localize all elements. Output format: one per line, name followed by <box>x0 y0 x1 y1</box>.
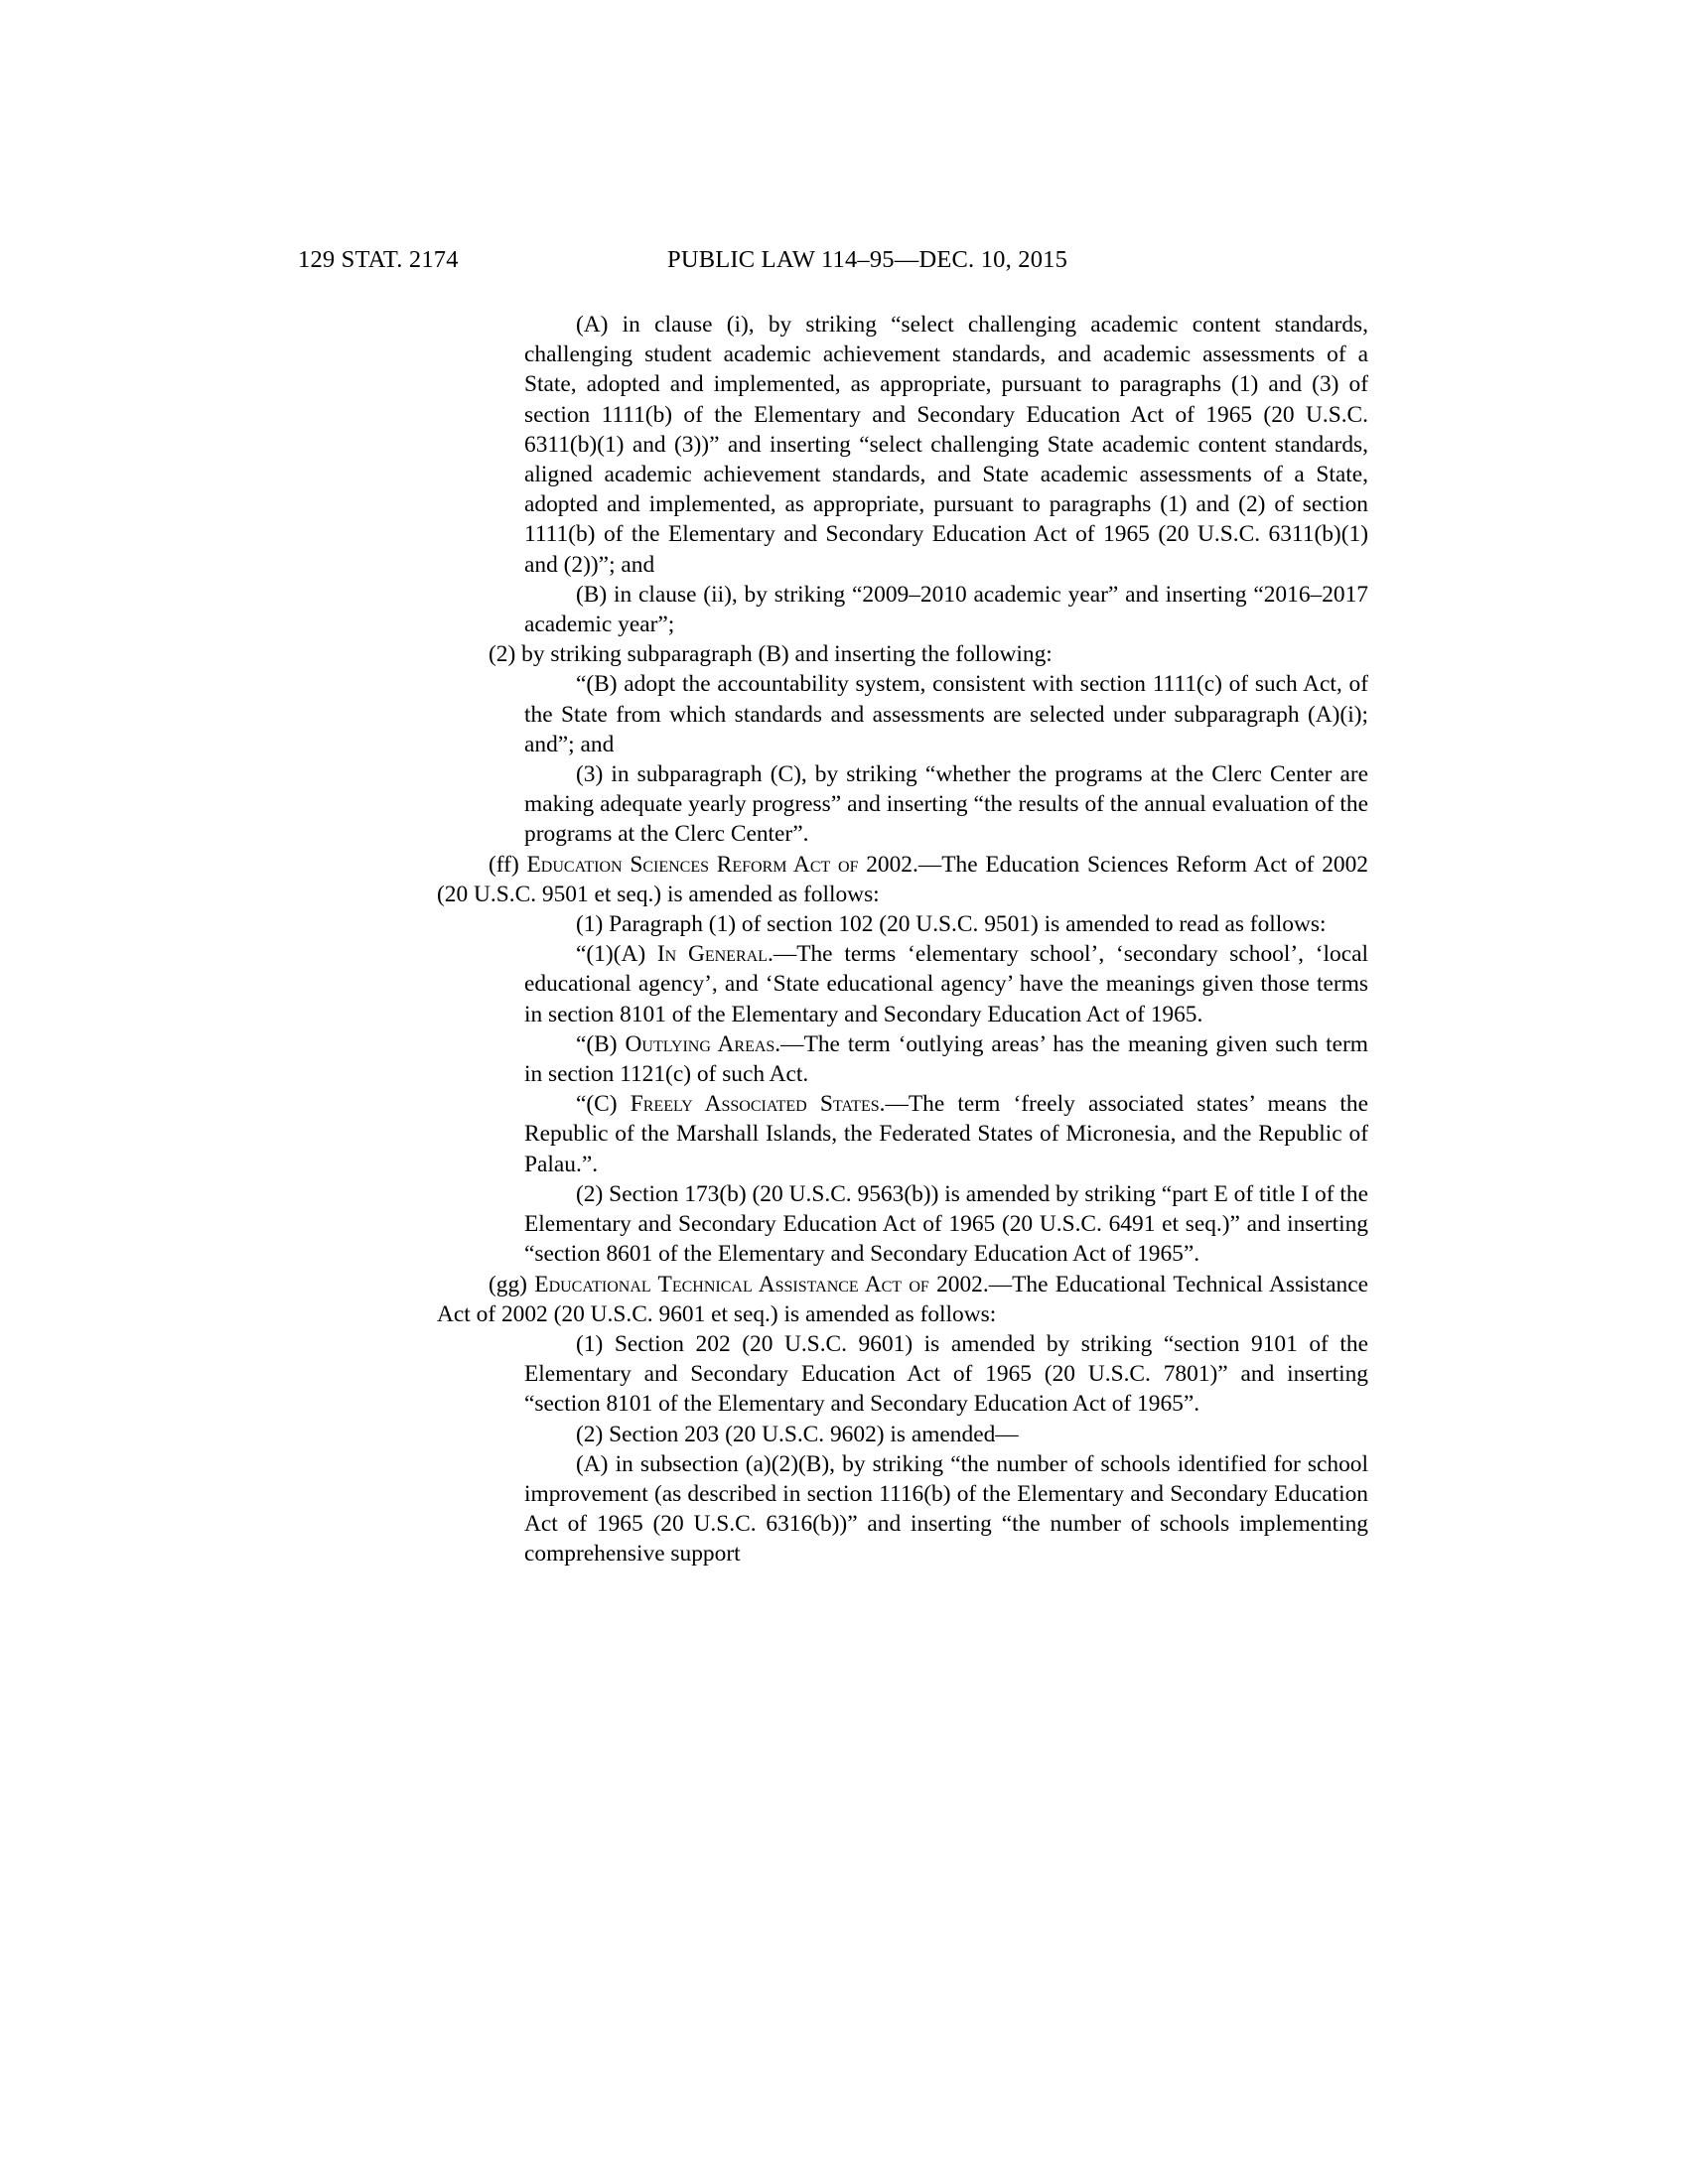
body-paragraph: (A) in clause (i), by striking “select challenging academic content standards, challenging student academic achievement standards, and academic assessments of a State, adopted and implemented, as appropriate, pursuant to paragraphs (1) and (3) of section 1111(b) of the Elementary and Secondary Education Act of 1965 (20 U.S.C. 6311(b)(1) and (3))” and inserting “select challenging State academic content standards, aligned academic achievement standards, and State academic assessments of a State, adopted and implemented, as appropriate, pursuant to paragraphs (1) and (2) of section 1111(b) of the Elementary and Secondary Education Act of 1965 (20 U.S.C. 6311(b)(1) and (2))”; and <box>524 312 1368 578</box>
body-paragraph <box>524 1029 1368 1089</box>
heading-smallcaps: Freely Associated States. <box>630 1091 886 1118</box>
paragraph-text: “(C) <box>576 1091 631 1118</box>
statute-citation: 129 STAT. 2174 <box>298 246 459 273</box>
heading-smallcaps: Educational Technical Assistance Act of 2002. <box>534 1271 989 1297</box>
body-paragraph: (2) Section 173(b) (20 U.S.C. 9563(b)) is amended by striking “part E of title I of the Elementary and Secondary Education Act of 1965 (20 U.S.C. 6491 et seq.)” and inserting “section 8601 of the Elementary and Secondary Education Act of 1965”. <box>524 1180 1368 1268</box>
body-paragraph <box>437 850 1368 909</box>
paragraph-text: (gg) <box>489 1271 535 1297</box>
body-paragraph <box>524 1089 1368 1179</box>
body-paragraph <box>524 939 1368 1029</box>
paragraph-text: “(B) <box>576 1030 626 1057</box>
heading-smallcaps: Outlying Areas. <box>625 1030 781 1057</box>
public-law-citation: PUBLIC LAW 114–95—DEC. 10, 2015 <box>667 246 1068 273</box>
paragraph-text: “(1)(A) <box>576 941 657 968</box>
body-paragraph: (3) in subparagraph (C), by striking “whether the programs at the Clerc Center are making adequate yearly progress” and inserting “the results of the annual evaluation of the programs at the Clerc Center”. <box>524 761 1368 848</box>
paragraph-text: (ff) <box>489 851 527 878</box>
body-paragraph: (2) by striking subparagraph (B) and inserting the following: <box>489 641 1053 668</box>
heading-smallcaps: Education Sciences Reform Act of 2002. <box>526 851 918 878</box>
body-paragraph: (A) in subsection (a)(2)(B), by striking “the number of schools identified for school improvement (as described in section 1116(b) of the Elementary and Secondary Education Act of 1965 (20 U.S.C. 6316(b))” and inserting “the number of schools implementing comprehensive support <box>524 1450 1368 1568</box>
body-paragraph: (B) in clause (ii), by striking “2009–2010 academic year” and inserting “2016–2017 academic year”; <box>524 581 1368 638</box>
paragraph-text: —The term ‘outlying areas’ has the meaning given such term in section 1121(c) of such Act. <box>524 1030 1368 1088</box>
body-paragraph: (2) Section 203 (20 U.S.C. 9602) is amended— <box>576 1421 1019 1447</box>
paragraph-text: —The Educational Technical Assistance Act of 2002 (20 U.S.C. 9601 et seq.) is amended as follows: <box>437 1271 1368 1327</box>
paragraph-text: —The terms ‘elementary school’, ‘secondary school’, ‘local educational agency’, and ‘State educational agency’ have the meanings given those terms in section 8101 of the Elementary and Secondary Education Act of 1965. <box>524 941 1368 1027</box>
body-paragraph: (1) Paragraph (1) of section 102 (20 U.S.C. 9501) is amended to read as follows: <box>576 911 1327 938</box>
paragraph-text: —The term ‘freely associated states’ means the Republic of the Marshall Islands, the Federated States of Micronesia, and the Republic of Palau.”. <box>524 1091 1368 1177</box>
paragraph-text: —The Education Sciences Reform Act of 2002 (20 U.S.C. 9501 et seq.) is amended as follows: <box>437 851 1368 907</box>
document-body <box>437 310 1368 1570</box>
body-paragraph: (1) Section 202 (20 U.S.C. 9601) is amended by striking “section 9101 of the Elementary and Secondary Education Act of 1965 (20 U.S.C. 7801)” and inserting “section 8101 of the Elementary and Secondary Education Act of 1965”. <box>524 1330 1368 1418</box>
body-paragraph <box>437 1270 1368 1329</box>
body-paragraph: “(B) adopt the accountability system, consistent with section 1111(c) of such Act, of the State from which standards and assessments are selected under subparagraph (A)(i); and”; and <box>524 671 1368 757</box>
heading-smallcaps: In General. <box>656 941 774 968</box>
